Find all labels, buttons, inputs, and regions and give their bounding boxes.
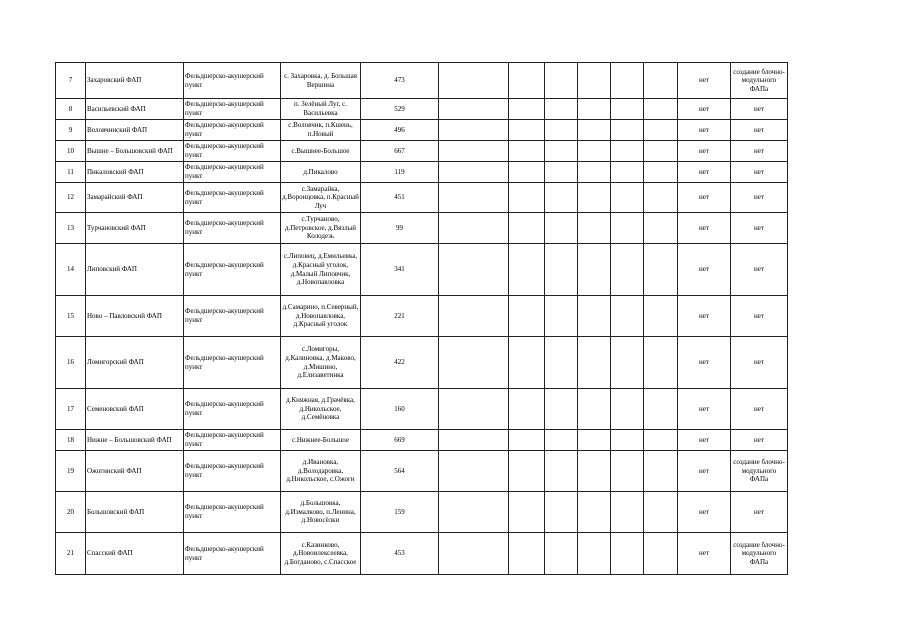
facility-name: Семеновский ФАП [86,389,184,430]
empty-cell [439,183,509,213]
localities: с.Казинково, д.Новоилексеевка, д.Богданово, с.Спасское [281,533,361,575]
localities: с.Нижнее-Большое [281,430,361,451]
population: 669 [361,430,439,451]
facility-type: Фельдшерско-акушерский пункт [184,99,281,120]
row-number: 16 [56,337,86,389]
empty-cell [644,337,678,389]
empty-cell [611,183,644,213]
facility-name: Ожогинский ФАП [86,451,184,492]
empty-cell [509,389,545,430]
empty-cell [509,244,545,296]
empty-cell [545,244,578,296]
planned-action: нет [731,120,788,141]
empty-cell [644,120,678,141]
empty-cell [578,162,611,183]
empty-cell [509,141,545,162]
table-row [56,244,788,296]
table-row [56,183,788,213]
row-number: 10 [56,141,86,162]
empty-cell [644,183,678,213]
row-number: 14 [56,244,86,296]
empty-cell [611,430,644,451]
table-body [56,63,788,575]
population: 667 [361,141,439,162]
row-number: 12 [56,183,86,213]
empty-cell [545,430,578,451]
empty-cell [644,389,678,430]
facility-type: Фельдшерско-акушерский пункт [184,141,281,162]
empty-cell [509,183,545,213]
facility-type: Фельдшерско-акушерский пункт [184,183,281,213]
empty-cell [439,296,509,337]
need-status: нет [678,492,731,533]
empty-cell [578,120,611,141]
localities: д.Самарино, п.Северный, д.Новопавловка, д.Красный уголок [281,296,361,337]
facility-name: Вышне – Большовский ФАП [86,141,184,162]
empty-cell [509,162,545,183]
need-status: нет [678,63,731,99]
empty-cell [611,213,644,244]
empty-cell [509,337,545,389]
facility-name: Васильевский ФАП [86,99,184,120]
table-row [56,492,788,533]
empty-cell [439,141,509,162]
population: 564 [361,451,439,492]
planned-action: создание блочно-модульного ФАПа [731,451,788,492]
planned-action: нет [731,141,788,162]
row-number: 20 [56,492,86,533]
localities: д.Княжная, д.Грачёвка, д.Никольское, д.Семёновка [281,389,361,430]
population: 160 [361,389,439,430]
facility-name: Липовский ФАП [86,244,184,296]
planned-action: создание блочно-модульного ФАПа [731,533,788,575]
empty-cell [611,492,644,533]
need-status: нет [678,141,731,162]
localities: с.Вышнее-Большое [281,141,361,162]
localities: с.Турчаново, д.Петровское, д.Вязлый Колодезь [281,213,361,244]
population: 341 [361,244,439,296]
empty-cell [509,451,545,492]
empty-cell [509,120,545,141]
facility-type: Фельдшерско-акушерский пункт [184,162,281,183]
empty-cell [439,451,509,492]
population: 453 [361,533,439,575]
empty-cell [545,183,578,213]
empty-cell [578,296,611,337]
need-status: нет [678,389,731,430]
empty-cell [439,162,509,183]
planned-action: нет [731,492,788,533]
row-number: 9 [56,120,86,141]
empty-cell [509,99,545,120]
facility-name: Спасский ФАП [86,533,184,575]
empty-cell [644,213,678,244]
facility-name: Захаровский ФАП [86,63,184,99]
empty-cell [545,213,578,244]
empty-cell [509,63,545,99]
empty-cell [611,451,644,492]
population: 422 [361,337,439,389]
planned-action: нет [731,99,788,120]
table-row [56,99,788,120]
empty-cell [509,430,545,451]
empty-cell [611,162,644,183]
row-number: 11 [56,162,86,183]
table-row [56,337,788,389]
population: 159 [361,492,439,533]
empty-cell [578,430,611,451]
population: 119 [361,162,439,183]
table-row [56,451,788,492]
table-row [56,141,788,162]
localities: с. Захаровка, д. Большая Вершина [281,63,361,99]
empty-cell [439,99,509,120]
localities: д.Большовка, д.Измалково, п.Ленина, д.Новосёлки [281,492,361,533]
empty-cell [644,99,678,120]
empty-cell [644,244,678,296]
row-number: 7 [56,63,86,99]
row-number: 21 [56,533,86,575]
need-status: нет [678,99,731,120]
facility-type: Фельдшерско-акушерский пункт [184,492,281,533]
localities: п. Зелёный Луг, с. Васильевка [281,99,361,120]
facility-type: Фельдшерско-акушерский пункт [184,451,281,492]
need-status: нет [678,296,731,337]
empty-cell [644,141,678,162]
need-status: нет [678,162,731,183]
population: 496 [361,120,439,141]
row-number: 18 [56,430,86,451]
need-status: нет [678,183,731,213]
table-row [56,533,788,575]
empty-cell [578,337,611,389]
table-row [56,63,788,99]
table-row [56,213,788,244]
localities: с.Липовец, д.Емильевка, д.Красный уголок, д.Малый Липовчик, д.Новопавловка [281,244,361,296]
empty-cell [439,213,509,244]
facility-type: Фельдшерско-акушерский пункт [184,389,281,430]
planned-action: нет [731,183,788,213]
row-number: 19 [56,451,86,492]
facility-name: Ломигорский ФАП [86,337,184,389]
row-number: 17 [56,389,86,430]
facility-type: Фельдшерско-акушерский пункт [184,296,281,337]
facility-name: Турчановский ФАП [86,213,184,244]
row-number: 8 [56,99,86,120]
empty-cell [611,533,644,575]
empty-cell [509,533,545,575]
empty-cell [439,492,509,533]
empty-cell [439,120,509,141]
empty-cell [545,492,578,533]
empty-cell [578,213,611,244]
empty-cell [439,389,509,430]
planned-action: нет [731,213,788,244]
population: 473 [361,63,439,99]
population: 529 [361,99,439,120]
facility-type: Фельдшерско-акушерский пункт [184,244,281,296]
empty-cell [611,244,644,296]
empty-cell [545,120,578,141]
row-number: 15 [56,296,86,337]
facility-type: Фельдшерско-акушерский пункт [184,533,281,575]
empty-cell [611,389,644,430]
localities: д.Ивановка, д.Володаровка, д.Никольское, с.Ожоги [281,451,361,492]
empty-cell [578,141,611,162]
empty-cell [578,183,611,213]
localities: д.Пикалово [281,162,361,183]
empty-cell [644,162,678,183]
empty-cell [439,533,509,575]
need-status: нет [678,430,731,451]
empty-cell [644,451,678,492]
empty-cell [509,213,545,244]
empty-cell [644,430,678,451]
need-status: нет [678,451,731,492]
row-number: 13 [56,213,86,244]
facility-name: Замарайский ФАП [86,183,184,213]
empty-cell [611,120,644,141]
population: 221 [361,296,439,337]
empty-cell [611,337,644,389]
empty-cell [439,63,509,99]
facility-name: Воловчинский ФАП [86,120,184,141]
facility-name: Ново – Павловский ФАП [86,296,184,337]
table-row [56,389,788,430]
empty-cell [439,430,509,451]
localities: с.Замарайка, д.Воронцовка, п.Красный Луч [281,183,361,213]
planned-action: нет [731,296,788,337]
facility-name: Нижне – Большовский ФАП [86,430,184,451]
population: 451 [361,183,439,213]
empty-cell [578,533,611,575]
empty-cell [644,533,678,575]
empty-cell [545,63,578,99]
localities: с.Ломигоры, д.Калиновка, д.Маково, д.Мишино, д.Елизаветинка [281,337,361,389]
empty-cell [611,141,644,162]
need-status: нет [678,213,731,244]
empty-cell [644,296,678,337]
empty-cell [545,99,578,120]
planned-action: нет [731,162,788,183]
empty-cell [545,451,578,492]
empty-cell [578,63,611,99]
empty-cell [545,141,578,162]
facility-name: Пикаловский ФАП [86,162,184,183]
need-status: нет [678,120,731,141]
empty-cell [578,492,611,533]
empty-cell [644,492,678,533]
facility-name: Большовский ФАП [86,492,184,533]
empty-cell [439,244,509,296]
empty-cell [611,63,644,99]
table-row [56,430,788,451]
empty-cell [611,99,644,120]
table-row [56,162,788,183]
empty-cell [545,389,578,430]
empty-cell [545,337,578,389]
population: 99 [361,213,439,244]
planned-action: нет [731,389,788,430]
empty-cell [578,389,611,430]
planned-action: нет [731,244,788,296]
facility-type: Фельдшерско-акушерский пункт [184,430,281,451]
facility-type: Фельдшерско-акушерский пункт [184,120,281,141]
empty-cell [545,162,578,183]
need-status: нет [678,337,731,389]
empty-cell [509,296,545,337]
planned-action: нет [731,337,788,389]
empty-cell [611,296,644,337]
empty-cell [545,533,578,575]
planned-action: создание блочно-модульного ФАПа [731,63,788,99]
facility-type: Фельдшерско-акушерский пункт [184,213,281,244]
table-row [56,296,788,337]
facility-type: Фельдшерско-акушерский пункт [184,337,281,389]
empty-cell [545,296,578,337]
localities: с.Воловчик, п.Кшень, п.Новый [281,120,361,141]
planned-action: нет [731,430,788,451]
empty-cell [578,99,611,120]
empty-cell [644,63,678,99]
empty-cell [439,337,509,389]
table-row [56,120,788,141]
empty-cell [578,451,611,492]
empty-cell [509,492,545,533]
empty-cell [578,244,611,296]
need-status: нет [678,533,731,575]
fap-table [55,62,788,575]
need-status: нет [678,244,731,296]
facility-type: Фельдшерско-акушерский пункт [184,63,281,99]
